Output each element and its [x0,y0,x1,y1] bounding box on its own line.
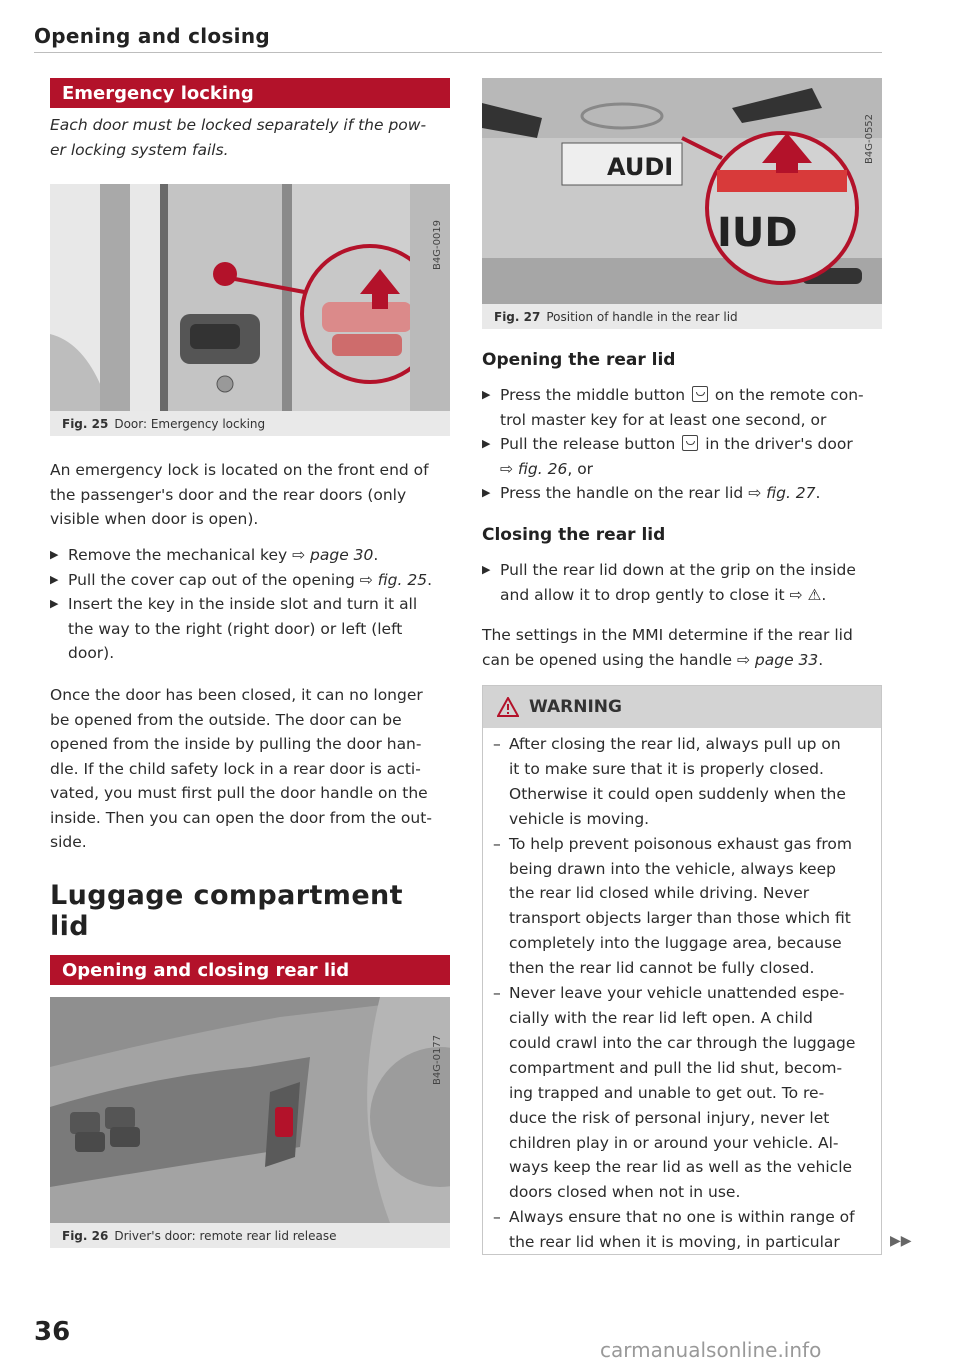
bullet-text: in the driver's door [700,435,853,453]
text-line: The settings in the MMI determine if the rear lid [482,626,853,644]
figure-27-label: Fig. 27 [494,309,541,324]
bullet-text: Press the handle on the rear lid [500,484,749,502]
list-item [482,432,892,481]
warning-header [483,686,881,728]
text-line: cially with the rear lid left open. A child [509,1008,813,1027]
figure-25-caption-text: Door: Emergency locking [114,416,266,431]
text-line: can be opened using the handle [482,650,737,669]
list-item [50,543,460,568]
text-line: the rear lid when it is moving, in particular [509,1233,840,1252]
emergency-steps-list [50,543,460,666]
text-line: inside. Then you can open the door from the out- [50,808,432,827]
figure-26-caption-text: Driver's door: remote rear lid release [114,1228,337,1243]
bullet-end: . [815,484,821,502]
bullet-end: . [427,570,433,589]
figure-26-image [50,997,450,1223]
luggage-compartment-heading [50,880,450,942]
text-line: being drawn into the vehicle, always keep [509,859,836,878]
list-item [50,568,460,593]
triangle-right-icon: ▶ [482,437,491,450]
warning-items-list [483,728,881,1255]
opening-steps-list [482,383,892,506]
figure-reference-link[interactable]: ⇨ fig. 26 [500,459,568,478]
text-line: ing trapped and unable to get out. To re- [509,1083,825,1102]
text-line: visible when door is open). [50,510,259,528]
heading-line: lid [50,911,90,942]
page-reference-link[interactable]: ⇨ page 33 [736,650,819,669]
warning-title: WARNING [529,697,622,717]
warning-item [483,981,881,1205]
dash-marker: – [493,735,501,753]
section-bar-emergency-locking: Emergency locking [50,78,450,108]
opening-rear-lid-heading: Opening the rear lid [482,350,676,370]
trunk-button-icon [682,435,698,451]
figure-25-caption [50,411,450,436]
dash-marker: – [493,984,501,1003]
text-line: Once the door has been closed, it can no longer [50,686,423,704]
closing-steps-list [482,558,892,607]
text-line: completely into the luggage area, because [509,934,842,953]
triangle-right-icon: ▶ [50,548,59,561]
header-divider [34,52,882,53]
bullet-end: , or [567,459,594,478]
figure-26-label: Fig. 26 [62,1228,109,1243]
figure-27-caption [482,304,882,329]
figure-reference-link[interactable]: ⇨ fig. 25 [359,570,428,589]
text-line: door). [68,644,115,662]
figure-26-code: B4G-0177 [432,1034,443,1085]
bullet-text: Press the middle button [500,386,690,404]
text-line: it to make sure that it is properly closed. [509,759,824,778]
triangle-right-icon: ▶ [50,572,59,586]
text-line: compartment and pull the lid shut, becom- [509,1058,843,1077]
figure-27-caption-text: Position of handle in the rear lid [546,309,738,324]
warning-item [483,732,881,832]
text-line: and allow it to drop gently to close it ⇨ ⚠. [500,585,827,604]
bullet-text: Pull the cover cap out of the opening [68,570,360,589]
text-line: children play in or around your vehicle. Al- [509,1133,839,1152]
bullet-text: on the remote con- [710,386,864,404]
text-line: An emergency lock is located on the front end of [50,461,429,479]
text-line: ways keep the rear lid as well as the vehicle [509,1158,853,1177]
license-plate-text: AUDI [607,153,674,181]
figure-27-image [482,78,882,304]
triangle-right-icon: ▶ [482,486,491,499]
intro-text: Each door must be locked separately if the pow- er locking system fails. [50,116,427,159]
text-line: dle. If the child safety lock in a rear door is acti- [50,759,421,778]
figure-25-image [50,184,450,411]
text-line: opened from the inside by pulling the door han- [50,735,422,753]
license-plate-zoom-text: IUD [717,210,798,256]
text-line: doors closed when not in use. [509,1183,741,1202]
dash-marker: – [493,1208,501,1227]
text-line: After closing the rear lid, always pull up on [509,735,841,753]
text-line: the passenger's door and the rear doors (only [50,485,407,504]
bullet-text: Remove the mechanical key [68,546,293,564]
text-line: trol master key for at least one second, or [500,410,827,429]
text-line: Pull the rear lid down at the grip on the inside [500,561,856,579]
bullet-end: . [373,546,379,564]
warning-triangle-icon [497,697,519,717]
warning-item [483,832,881,981]
warning-box [482,685,882,1255]
watermark-text: carmanualsonline.info [600,1338,822,1362]
text-end: . [818,650,824,669]
figure-reference-link[interactable]: ⇨ fig. 27 [748,484,816,502]
triangle-right-icon: ▶ [482,563,491,576]
bullet-text: Pull the release button [500,435,681,453]
text-line: Insert the key in the inside slot and turn it all [68,595,418,613]
text-line: the way to the right (right door) or left (left [68,619,403,638]
page-header-title: Opening and closing [34,24,270,48]
text-line: then the rear lid cannot be fully closed. [509,959,815,978]
warning-item [483,1205,881,1255]
continue-arrow-icon: ▶▶ [890,1233,912,1249]
text-line: Always ensure that no one is within range of [509,1208,855,1227]
section-bar-opening-closing: Opening and closing rear lid [50,955,450,985]
heading-line: Luggage compartment [50,880,403,911]
list-item [50,592,460,666]
closing-rear-lid-heading: Closing the rear lid [482,525,666,545]
text-line: could crawl into the car through the luggage [509,1033,856,1052]
list-item [482,481,892,506]
door-closed-paragraph [50,683,460,855]
triangle-right-icon: ▶ [50,597,59,610]
text-line: To help prevent poisonous exhaust gas from [509,834,853,853]
triangle-right-icon: ▶ [482,388,491,401]
text-line: Otherwise it could open suddenly when the [509,784,846,803]
text-line: vehicle is moving. [509,809,650,828]
list-item [482,558,892,607]
figure-25-label: Fig. 25 [62,416,109,431]
text-line: duce the risk of personal injury, never let [509,1108,830,1127]
figure-25-code: B4G-0019 [432,219,443,270]
figure-27-code: B4G-0552 [864,113,875,164]
page-reference-link[interactable]: ⇨ page 30 [292,546,374,564]
mmi-settings-paragraph [482,623,892,672]
text-line: transport objects larger than those which fit [509,909,851,928]
list-item [482,383,892,432]
page-number: 36 [34,1317,71,1347]
text-line: side. [50,833,87,851]
dash-marker: – [493,834,501,853]
text-line: the rear lid closed while driving. Never [509,884,810,903]
text-line: vated, you must first pull the door handle on the [50,784,428,802]
figure-26-caption [50,1223,450,1248]
text-line: Never leave your vehicle unattended espe- [509,984,845,1003]
trunk-button-icon [692,386,708,402]
text-line: be opened from the outside. The door can be [50,710,402,729]
emergency-lock-paragraph [50,458,460,532]
